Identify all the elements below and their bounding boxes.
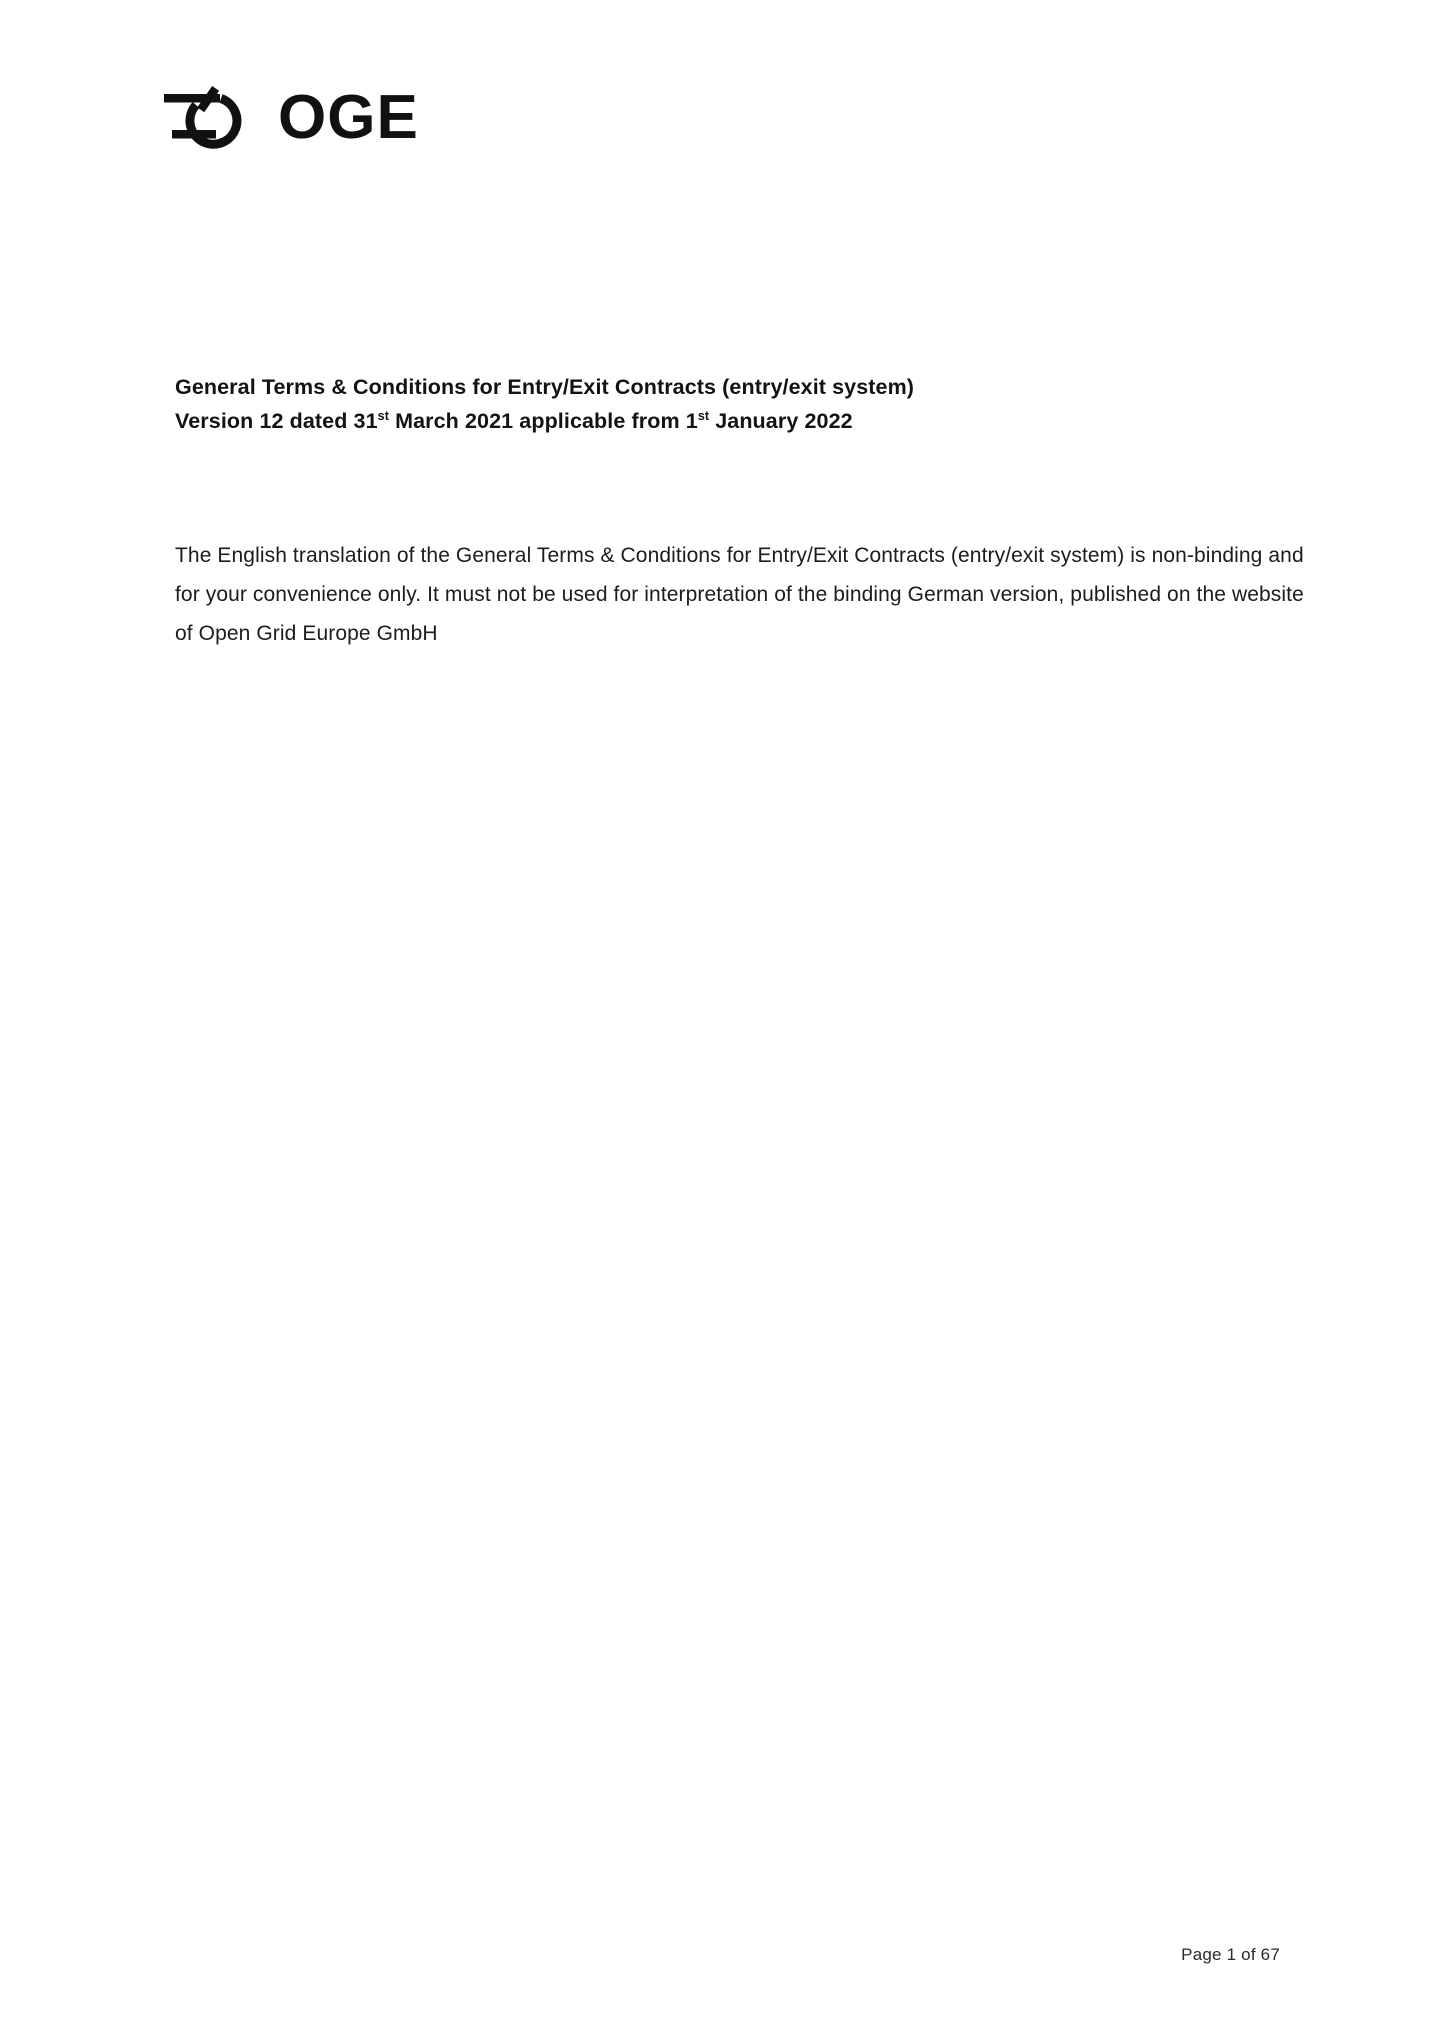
oge-logo-icon (160, 78, 264, 156)
ordinal-suffix-2: st (697, 408, 710, 423)
company-logo (160, 78, 419, 156)
ordinal-suffix-1: st (377, 408, 389, 423)
document-body (175, 515, 1325, 674)
title-line-1: General Terms & Conditions for Entry/Exit Contracts (entry/exit system) (175, 375, 915, 399)
disclaimer-paragraph: The English translation of the General Terms & Conditions for Entry/Exit Contracts (entry/exit system) is non-binding and for your convenience only. It must not be used for interpretation of the binding German version, published on the website of Open Grid Europe GmbH (175, 544, 1304, 645)
document-title (175, 370, 1295, 438)
logo-wordmark: OGE (278, 83, 419, 152)
title-line-2 (175, 404, 1295, 438)
version-suffix: January 2022 (709, 409, 853, 433)
page-footer (0, 1945, 1440, 1965)
page-number: Page 1 of 67 (1181, 1945, 1280, 1964)
version-prefix: Version 12 dated 31 (175, 409, 378, 433)
version-mid: March 2021 applicable from 1 (389, 409, 698, 433)
